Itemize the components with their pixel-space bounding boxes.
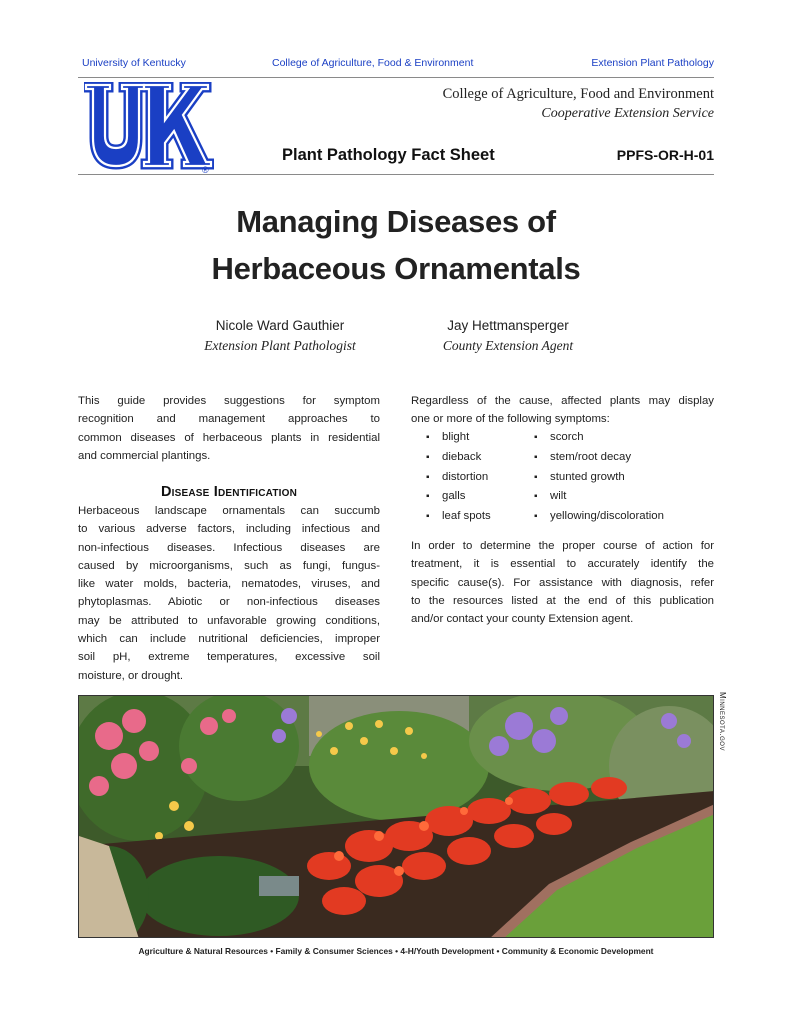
text-line: may be attributed to unfavorable growing conditions, bbox=[78, 614, 380, 627]
text-line: In order to determine the proper course of action for bbox=[411, 540, 714, 552]
text-line: which can include nutritional deficiencies, improper bbox=[78, 633, 380, 646]
list-item: ▪ wilt bbox=[534, 487, 714, 507]
link-college-of-agriculture[interactable]: College of Agriculture, Food & Environment bbox=[272, 57, 474, 69]
identification-paragraph bbox=[78, 502, 380, 685]
garden-photo bbox=[78, 695, 714, 938]
text-line: to the resources listed at the end of this publication bbox=[411, 594, 714, 607]
symptom-list-right bbox=[534, 428, 714, 527]
symptoms-intro bbox=[411, 392, 714, 429]
header-divider-top bbox=[78, 77, 714, 78]
extension-service-name: Cooperative Extension Service bbox=[541, 106, 714, 121]
text-line: recognition and management approaches to bbox=[78, 413, 380, 426]
publication-number: PPFS-OR-H-01 bbox=[616, 147, 714, 163]
list-item: ▪ yellowing/discoloration bbox=[534, 507, 714, 527]
top-links-bar bbox=[82, 57, 714, 71]
text-line: to various adverse factors, including infectious and bbox=[78, 523, 380, 536]
list-item: ▪ dieback bbox=[426, 448, 536, 468]
list-item: ▪ leaf spots bbox=[426, 507, 536, 527]
flower-bed-image bbox=[79, 696, 714, 938]
list-item: ▪ galls bbox=[426, 487, 536, 507]
list-item: ▪ blight bbox=[426, 428, 536, 448]
author-block-2 bbox=[398, 318, 618, 354]
section-heading-disease-identification: Disease Identification bbox=[160, 484, 298, 500]
intro-paragraph bbox=[78, 392, 380, 465]
author-role: County Extension Agent bbox=[442, 338, 574, 353]
text-line: common diseases of herbaceous plants in residential bbox=[78, 431, 380, 444]
text-line: non-infectious diseases. Infectious diseases are bbox=[78, 541, 380, 554]
title-line-1: Managing Diseases of bbox=[236, 204, 556, 239]
text-line: specific cause(s). For assistance with diagnosis, refer bbox=[411, 576, 714, 589]
symptom-list-left bbox=[426, 428, 536, 527]
list-item: ▪ stem/root decay bbox=[534, 448, 714, 468]
list-item: ▪ stunted growth bbox=[534, 468, 714, 488]
list-item: ▪ scorch bbox=[534, 428, 714, 448]
author-name: Jay Hettmansperger bbox=[447, 318, 569, 333]
author-name: Nicole Ward Gauthier bbox=[215, 318, 345, 333]
diagnosis-paragraph bbox=[411, 537, 714, 628]
text-line: and/or contact your county Extension agent. bbox=[411, 613, 634, 626]
photo-credit: Minnesota.gov bbox=[718, 692, 727, 751]
title-line-2: Herbaceous Ornamentals bbox=[211, 251, 581, 286]
text-line: Regardless of the cause, affected plants may display bbox=[411, 395, 714, 407]
author-block-1 bbox=[170, 318, 390, 354]
text-line: Herbaceous landscape ornamentals can succumb bbox=[78, 505, 380, 517]
text-line: and commercial plantings. bbox=[78, 449, 211, 462]
header-divider-bottom bbox=[78, 174, 714, 175]
uk-logo-icon bbox=[84, 82, 214, 174]
text-line: soil pH, extreme temperatures, excessive soil bbox=[78, 651, 380, 664]
text-line: like water molds, bacteria, nematodes, viruses, and bbox=[78, 578, 380, 591]
text-line: moisture, or drought. bbox=[78, 669, 184, 682]
list-item: ▪ distortion bbox=[426, 468, 536, 488]
author-role: Extension Plant Pathologist bbox=[204, 338, 356, 353]
footer-program-areas: Agriculture & Natural Resources • Family & Consumer Sciences • 4-H/Youth Development • Community & Economic Development bbox=[138, 946, 654, 956]
page-title bbox=[78, 198, 714, 292]
text-line: treatment, it is essential to accurately identify the bbox=[411, 558, 714, 571]
link-university-of-kentucky[interactable]: University of Kentucky bbox=[82, 57, 186, 69]
text-line: phytoplasmas. Abiotic or non-infectious diseases bbox=[78, 596, 380, 609]
registered-mark: ® bbox=[202, 165, 209, 174]
fact-sheet-label: Plant Pathology Fact Sheet bbox=[282, 146, 495, 164]
text-line: This guide provides suggestions for symptom bbox=[78, 395, 380, 407]
text-line: one or more of the following symptoms: bbox=[411, 413, 610, 426]
link-extension-plant-pathology[interactable]: Extension Plant Pathology bbox=[591, 57, 714, 69]
text-line: caused by microorganisms, such as fungi, fungus- bbox=[78, 559, 380, 572]
college-name: College of Agriculture, Food and Environment bbox=[442, 86, 714, 102]
